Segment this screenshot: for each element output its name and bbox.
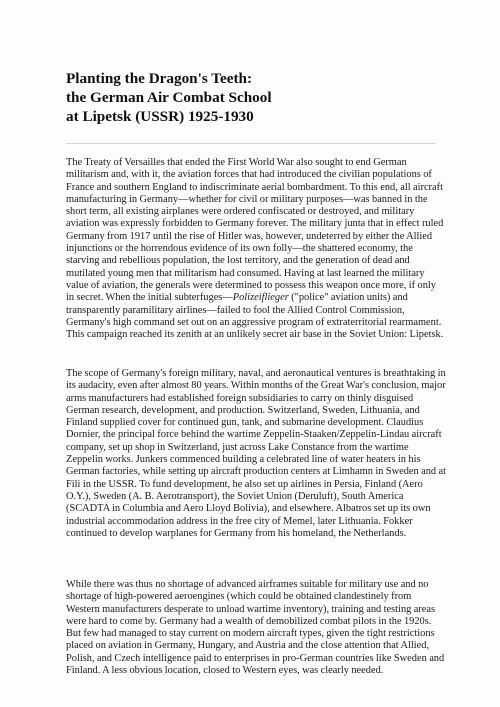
paragraph-1-text-b: ("police" aviation units) and transparently paramilitary airlines—failed to fool the Allied Control Commission, Germany's high command set out on an aggressive program of extraterritorial rearmament. This campaign reached its zenith at an unlikely secret air base in the Soviet Union: Lipetsk.: [66, 292, 444, 341]
paragraph-3: While there was thus no shortage of advanced airframes suitable for military use and no shortage of high-powered aeroengines (which could be obtained clandestinely from Western manufacturers desperate to unload wartime inventory), training and testing areas were hard to come by. Germany had a wealth of demobilized combat pilots in the 1920s. But few had managed to stay current on modern aircraft types, given the tight restrictions placed on aviation in Germany, Hungary, and Austria and the close attention that Allied, Polish, and Czech intelligence paid to enterprises in pro-German countries like Sweden and Finland. A less obvious location, closed to Western eyes, was clearly needed.: [66, 579, 445, 677]
title-line-1: Planting the Dragon's Teeth:: [66, 70, 253, 87]
paragraph-1: [66, 157, 446, 341]
paragraph-2: The scope of Germany's foreign military, naval, and aeronautical ventures is breathtaking in its audacity, even after almost 80 years. Within months of the Great War's conclusion, major arms manufacturers had established foreign subsidiaries to carry on thinly disguised German research, development, and production. Switzerland, Sweden, Lithuania, and Finland supplied cover for continued gun, tank, and submarine development. Claudius Dornier, the principal force behind the wartime Zeppelin-Staaken/Zeppelin-Lindau aircraft company, set up shop in Switzerland, just across Lake Constance from the wartime Zeppelin works. Junkers commenced building a celebrated line of water heaters in his German factories, while setting up aircraft production centers at Limhamn in Sweden and at Fili in the USSR. To fund development, he also set up airlines in Persia, Finland (Aero O.Y.), Sweden (A. B. Aerotransport), the Soviet Union (Deruluft), South America (SCADTA in Columbia and Aero Lloyd Bolivia), and elsewhere. Albatros set up its own industrial accommodation address in the free city of Memel, later Lithuania. Fokker continued to develop warplanes for Germany from his homeland, the Netherlands.: [66, 368, 446, 539]
page-title: [66, 69, 396, 126]
paragraph-1-italic-term: Polizeiflieger: [232, 292, 289, 304]
title-line-2: the German Air Combat School: [66, 89, 272, 106]
paragraph-1-text-a: The Treaty of Versailles that ended the First World War also sought to end German militarism and, with it, the aviation forces that had introduced the civilian populations of France and southern England to indiscriminate aerial bombardment. To this end, all aircraft manufacturing in Germany—whether for civil or military purposes—was banned in the short term, all existing airplanes were ordered confiscated or destroyed, and military aviation was expressly forbidden to Germany forever. The military junta that in effect ruled Germany from 1917 until the rise of Hitler was, however, undeterred by either the Allied injunctions or the horrendous evidence of its own folly—the shattered economy, the starving and rebellious population, the lost territory, and the generation of dead and mutilated young men that militarism had consumed. Having at last learned the military value of aviation, the generals were determined to possess this weapon once more, if only in secret. When the initial subterfuges—: [66, 157, 444, 304]
title-divider: [66, 143, 436, 144]
title-line-3: at Lipetsk (USSR) 1925-1930: [66, 108, 254, 125]
